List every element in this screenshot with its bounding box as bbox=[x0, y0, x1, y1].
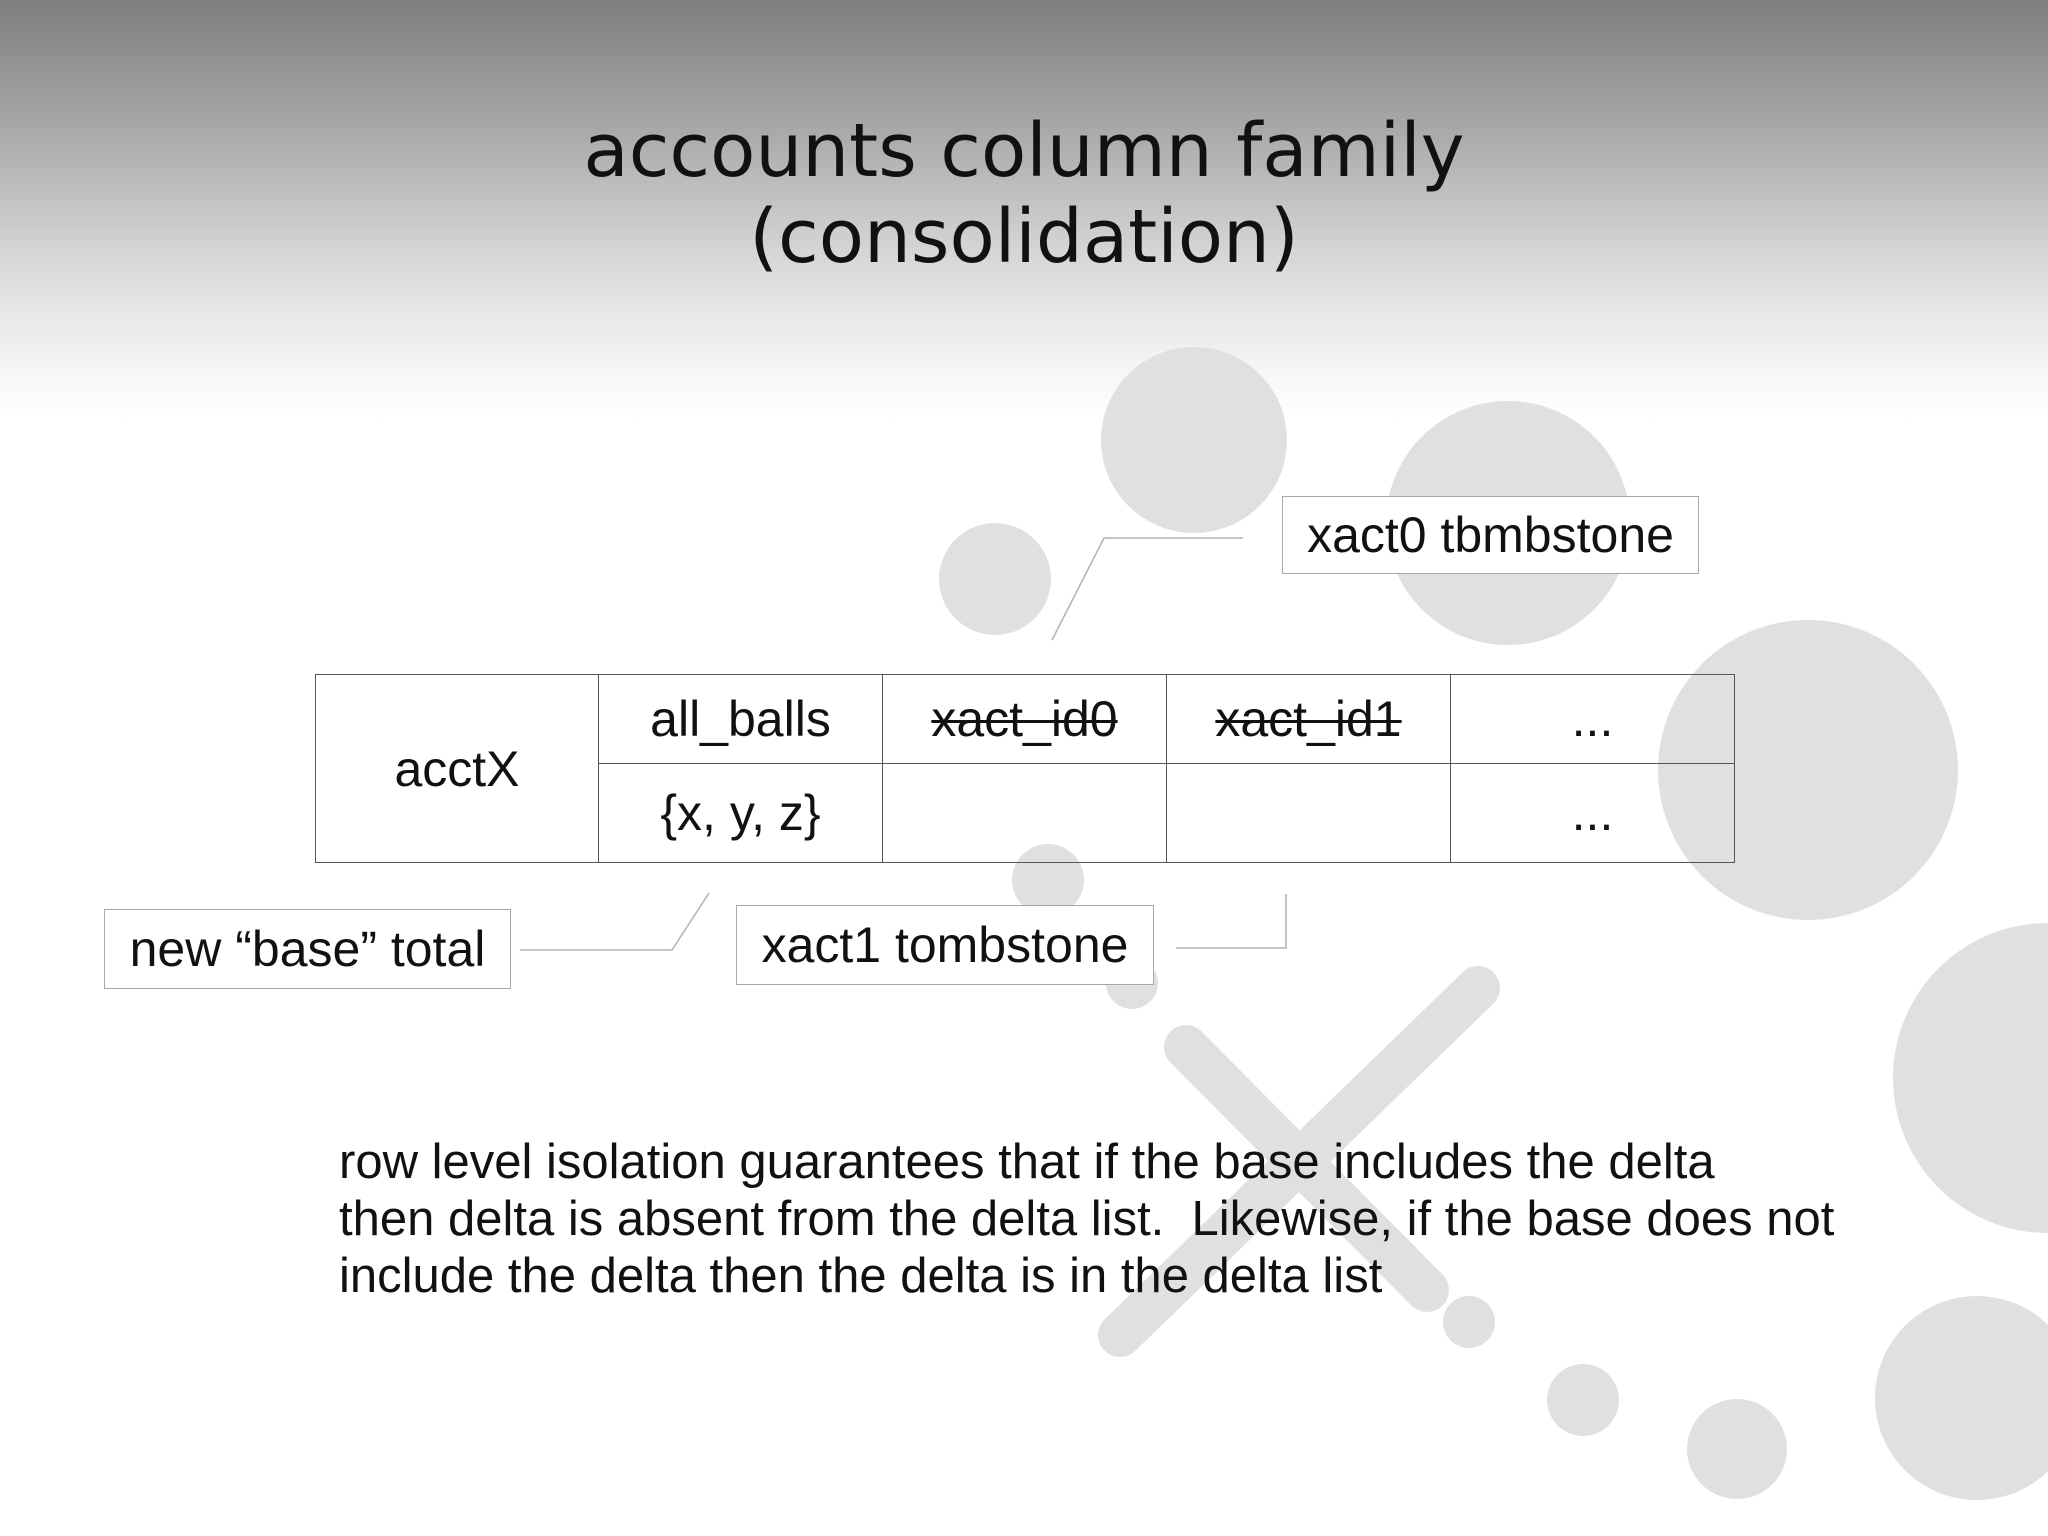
column-value-xact-id0 bbox=[883, 764, 1167, 863]
body-line-2: then delta is absent from the delta list. Likewise, if the base does not bbox=[339, 1192, 1835, 1246]
column-family-table bbox=[315, 674, 1735, 863]
slide-title bbox=[0, 108, 2048, 280]
row-key-cell: acctX bbox=[316, 675, 599, 863]
column-name-ellipsis: ... bbox=[1451, 675, 1735, 764]
column-value-ellipsis: ... bbox=[1451, 764, 1735, 863]
callout-xact1-tombstone: xact1 tombstone bbox=[736, 905, 1154, 985]
body-line-3: include the delta then the delta is in the delta list bbox=[339, 1249, 1383, 1303]
column-value-xact-id1 bbox=[1167, 764, 1451, 863]
title-line-2: (consolidation) bbox=[749, 194, 1299, 280]
column-name-xact-id0: xact_id0 bbox=[883, 675, 1167, 764]
decor-circle bbox=[939, 523, 1051, 635]
column-value-all-balls: {x, y, z} bbox=[599, 764, 883, 863]
decor-circle bbox=[1547, 1364, 1619, 1436]
decor-circle bbox=[1101, 347, 1287, 533]
table-row-names bbox=[316, 675, 1735, 764]
title-line-1: accounts column family bbox=[583, 108, 1465, 194]
decor-circle bbox=[1875, 1296, 2048, 1500]
body-line-1: row level isolation guarantees that if the base includes the delta bbox=[339, 1135, 1715, 1189]
body-text bbox=[339, 1134, 2019, 1305]
column-name-xact-id1: xact_id1 bbox=[1167, 675, 1451, 764]
callout-new-base-total: new “base” total bbox=[104, 909, 511, 989]
decor-circle bbox=[1687, 1399, 1787, 1499]
callout-xact0-tombstone: xact0 tbmbstone bbox=[1282, 496, 1699, 574]
column-name-all-balls: all_balls bbox=[599, 675, 883, 764]
